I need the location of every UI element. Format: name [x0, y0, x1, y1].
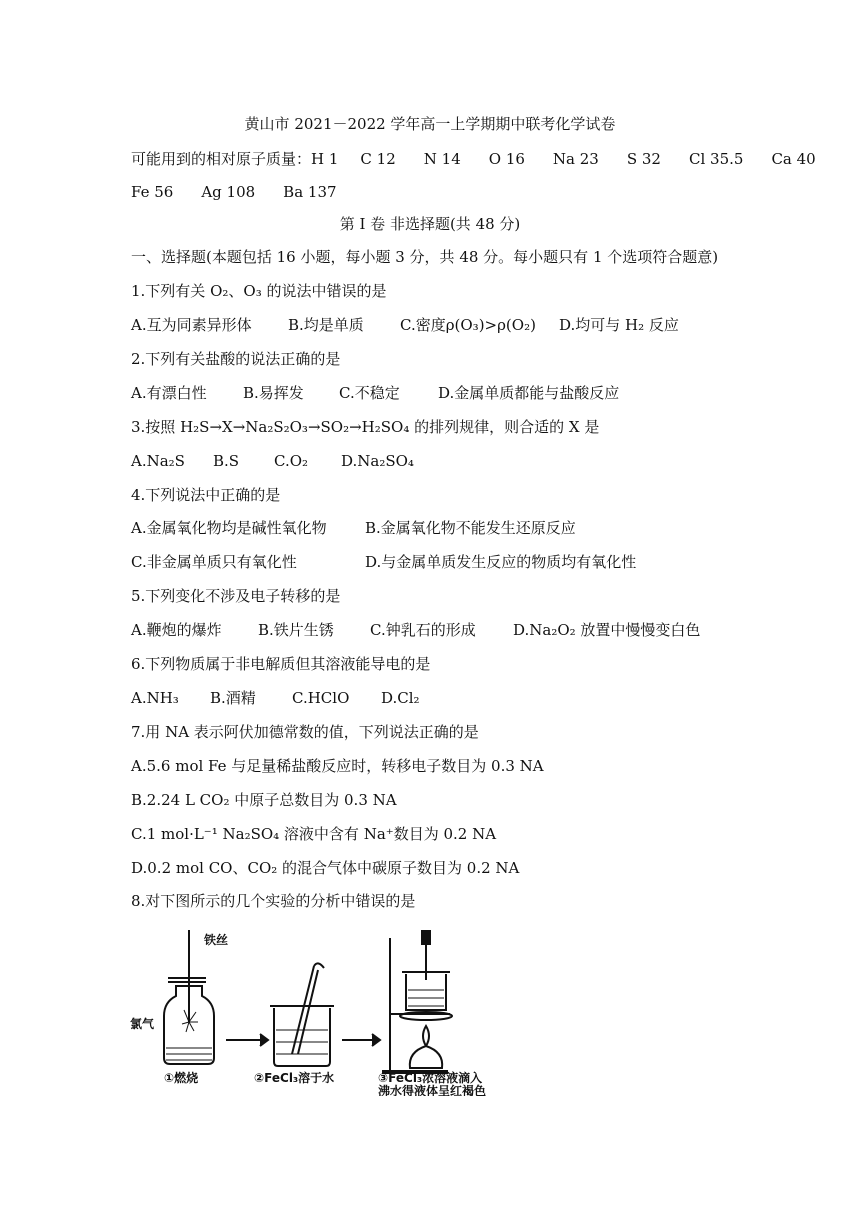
experiment-figure	[128, 930, 500, 1096]
mass-ca: Ca 40	[771, 150, 816, 168]
q5-stem: 5.下列变化不涉及电子转移的是	[131, 587, 341, 605]
q5-option-b: B.铁片生锈	[258, 621, 334, 639]
q2-option-d: D.金属单质都能与盐酸反应	[438, 384, 620, 402]
q6-options	[131, 689, 420, 707]
q1-option-c: C.密度ρ(O₃)>ρ(O₂)	[400, 316, 536, 334]
q5-options	[131, 621, 700, 639]
q7-stem: 7.用 NA 表示阿伏加德常数的值，下列说法正确的是	[131, 723, 479, 741]
q2-option-a: A.有漂白性	[131, 384, 207, 402]
mass-fe: Fe 56	[131, 183, 174, 201]
atomic-mass-line-2	[131, 183, 337, 201]
q6-stem: 6.下列物质属于非电解质但其溶液能导电的是	[131, 655, 431, 673]
q4-option-b: B.金属氧化物不能发生还原反应	[365, 519, 576, 537]
q6-option-c: C.HClO	[292, 689, 350, 707]
q5-option-c: C.钟乳石的形成	[370, 621, 476, 639]
q3-option-d: D.Na₂SO₄	[341, 452, 414, 470]
caption-3b: 沸水得液体呈红褐色	[378, 1084, 487, 1096]
q3-options	[131, 452, 414, 470]
q5-option-a: A.鞭炮的爆炸	[131, 621, 222, 639]
q6-option-d: D.Cl₂	[381, 689, 420, 707]
q4-stem: 4.下列说法中正确的是	[131, 486, 281, 504]
q1-option-a: A.互为同素异形体	[131, 316, 252, 334]
q1-option-d: D.均可与 H₂ 反应	[559, 316, 679, 334]
q3-stem: 3.按照 H₂S→X→Na₂S₂O₃→SO₂→H₂SO₄ 的排列规律，则合适的 X 是	[131, 418, 600, 436]
caption-1: ①燃烧	[164, 1071, 199, 1085]
part-heading: 一、选择题(本题包括 16 小题，每小题 3 分，共 48 分。每小题只有 1 个选项符合题意)	[131, 248, 719, 266]
q2-option-b: B.易挥发	[243, 384, 304, 402]
exam-title: 黄山市 2021－2022 学年高一上学期期中联考化学试卷	[244, 115, 616, 133]
q6-option-b: B.酒精	[210, 689, 256, 707]
q5-option-d: D.Na₂O₂ 放置中慢慢变白色	[513, 621, 701, 639]
q4-option-d: D.与金属单质发生反应的物质均有氧化性	[365, 553, 637, 571]
q6-option-a: A.NH₃	[131, 689, 179, 707]
alcohol-lamp-icon	[410, 1046, 442, 1068]
q4-option-a: A.金属氧化物均是碱性氧化物	[131, 519, 327, 537]
q3-option-b: B.S	[213, 452, 240, 470]
q4-options-row2	[131, 553, 636, 571]
mass-o: O 16	[488, 150, 525, 168]
q3-option-c: C.O₂	[274, 452, 309, 470]
label-iron-wire: 铁丝	[204, 933, 229, 947]
q2-options	[131, 384, 619, 402]
mass-c: C 12	[360, 150, 396, 168]
mass-n: N 14	[423, 150, 461, 168]
atomic-mass-line-1	[131, 150, 816, 168]
mass-cl: Cl 35.5	[688, 150, 744, 168]
q7-option-d: D.0.2 mol CO、CO₂ 的混合气体中碳原子数目为 0.2 NA	[131, 859, 520, 877]
mass-ag: Ag 108	[201, 183, 256, 201]
atomic-mass-label: 可能用到的相对原子质量：	[131, 150, 312, 168]
q4-options-row1	[131, 519, 576, 537]
q1-option-b: B.均是单质	[288, 316, 364, 334]
q7-option-a: A.5.6 mol Fe 与足量稀盐酸反应时，转移电子数目为 0.3 NA	[131, 757, 544, 775]
caption-3a: ③FeCl₃浓溶液滴入	[378, 1071, 483, 1085]
mass-h: H 1	[311, 150, 339, 168]
caption-2: ②FeCl₃溶于水	[254, 1071, 335, 1085]
q1-stem: 1.下列有关 O₂、O₃ 的说法中错误的是	[131, 282, 387, 300]
mass-ba: Ba 137	[283, 183, 337, 201]
mass-s: S 32	[626, 150, 661, 168]
q4-option-c: C.非金属单质只有氧化性	[131, 553, 297, 571]
mass-na: Na 23	[552, 150, 599, 168]
label-chlorine-gas: 氯气	[130, 1017, 155, 1031]
q7-option-b: B.2.24 L CO₂ 中原子总数目为 0.3 NA	[131, 791, 397, 809]
q7-option-c: C.1 mol·L⁻¹ Na₂SO₄ 溶液中含有 Na⁺数目为 0.2 NA	[131, 825, 497, 843]
glass-rod-icon	[292, 966, 314, 1054]
q3-option-a: A.Na₂S	[131, 452, 185, 470]
section-title: 第 I 卷 非选择题(共 48 分)	[339, 215, 521, 233]
q2-stem: 2.下列有关盐酸的说法正确的是	[131, 350, 341, 368]
q8-stem: 8.对下图所示的几个实验的分析中错误的是	[131, 892, 416, 910]
q2-option-c: C.不稳定	[339, 384, 400, 402]
q1-options	[131, 316, 679, 334]
